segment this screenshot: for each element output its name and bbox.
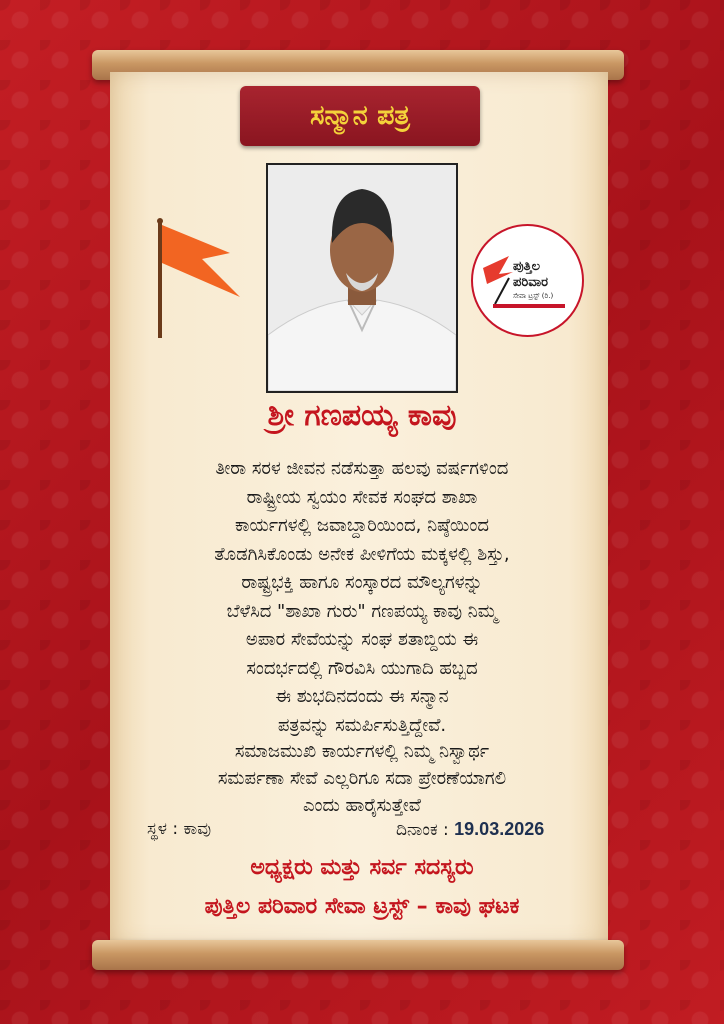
citation-line: ಎಂದು ಹಾರೈಸುತ್ತೇವೆ	[302, 795, 422, 816]
citation-line: ತೀರಾ ಸರಳ ಜೀವನ ನಡೆಸುತ್ತಾ ಹಲವು ವರ್ಷಗಳಿಂದ	[215, 458, 509, 479]
puttila-parivara-logo	[471, 224, 584, 337]
signatory-line-1: ಅಧ್ಯಕ್ಷರು ಮತ್ತು ಸರ್ವ ಸದಸ್ಯರು	[250, 855, 474, 880]
date-field	[396, 819, 544, 840]
citation-line: ಸಮರ್ಪಣಾ ಸೇವೆ ಎಲ್ಲರಿಗೂ ಸದಾ ಪ್ರೇರಣೆಯಾಗಲಿ	[217, 768, 507, 789]
logo-line3: ಸೇವಾ ಟ್ರಸ್ಟ್ (ರಿ.)	[513, 292, 554, 300]
saffron-flag-icon	[150, 215, 250, 340]
logo-line1: ಪುತ್ತಿಲ	[513, 259, 541, 274]
citation-line: ಅಪಾರ ಸೇವೆಯನ್ನು ಸಂಘ ಶತಾಬ್ದಿಯ ಈ	[245, 629, 479, 650]
citation-line: ಪತ್ರವನ್ನು ಸಮರ್ಪಿಸುತ್ತಿದ್ದೇವೆ.	[277, 714, 447, 736]
citation-line: ಬೆಳೆಸಿದ "ಶಾಖಾ ಗುರು" ಗಣಪಯ್ಯ ಕಾವು ನಿಮ್ಮ	[226, 600, 498, 622]
place-field	[147, 819, 211, 839]
citation-line: ಸಮಾಜಮುಖಿ ಕಾರ್ಯಗಳಲ್ಲಿ ನಿಮ್ಮ ನಿಸ್ವಾರ್ಥ	[234, 741, 490, 762]
place-value: : ಕಾವು	[172, 819, 212, 839]
date-value: 19.03.2026	[454, 819, 545, 839]
citation-line: ತೊಡಗಿಸಿಕೊಂಡು ಅನೇಕ ಪೀಳಿಗೆಯ ಮಕ್ಕಳಲ್ಲಿ ಶಿಸ್ತು,	[214, 543, 510, 565]
scroll-bottom-rod	[92, 940, 624, 970]
date-label: ದಿನಾಂಕ :	[396, 820, 449, 840]
portrait-photo	[266, 163, 458, 393]
logo-line2: ಪರಿವಾರ	[513, 275, 549, 290]
citation-paragraph-2	[120, 738, 604, 819]
citation-line: ಕಾರ್ಯಗಳಲ್ಲಿ ಜವಾಬ್ದಾರಿಯಿಂದ, ನಿಷ್ಠೆಯಿಂದ	[235, 515, 489, 536]
place-label: ಸ್ಥಳ	[147, 819, 167, 839]
certificate-title: ಸನ್ಮಾನ ಪತ್ರ	[240, 86, 480, 146]
citation-paragraph-1	[120, 455, 604, 740]
signatory-line-2: ಪುತ್ತಿಲ ಪರಿವಾರ ಸೇವಾ ಟ್ರಸ್ಟ್ – ಕಾವು ಘಟಕ	[204, 894, 520, 919]
citation-line: ರಾಷ್ಟ್ರಭಕ್ತಿ ಹಾಗೂ ಸಂಸ್ಕಾರದ ಮೌಲ್ಯಗಳನ್ನು	[241, 572, 483, 593]
citation-line: ಸಂದರ್ಭದಲ್ಲಿ ಗೌರವಿಸಿ ಯುಗಾದಿ ಹಬ್ಬದ	[246, 657, 478, 679]
citation-line: ರಾಷ್ಟ್ರೀಯ ಸ್ವಯಂ ಸೇವಕ ಸಂಘದ ಶಾಖಾ	[246, 486, 478, 508]
honoree-name: ಶ್ರೀ ಗಣಪಯ್ಯ ಕಾವು	[267, 398, 457, 433]
citation-line: ಈ ಶುಭದಿನದಂದು ಈ ಸನ್ಮಾನ	[275, 686, 449, 707]
